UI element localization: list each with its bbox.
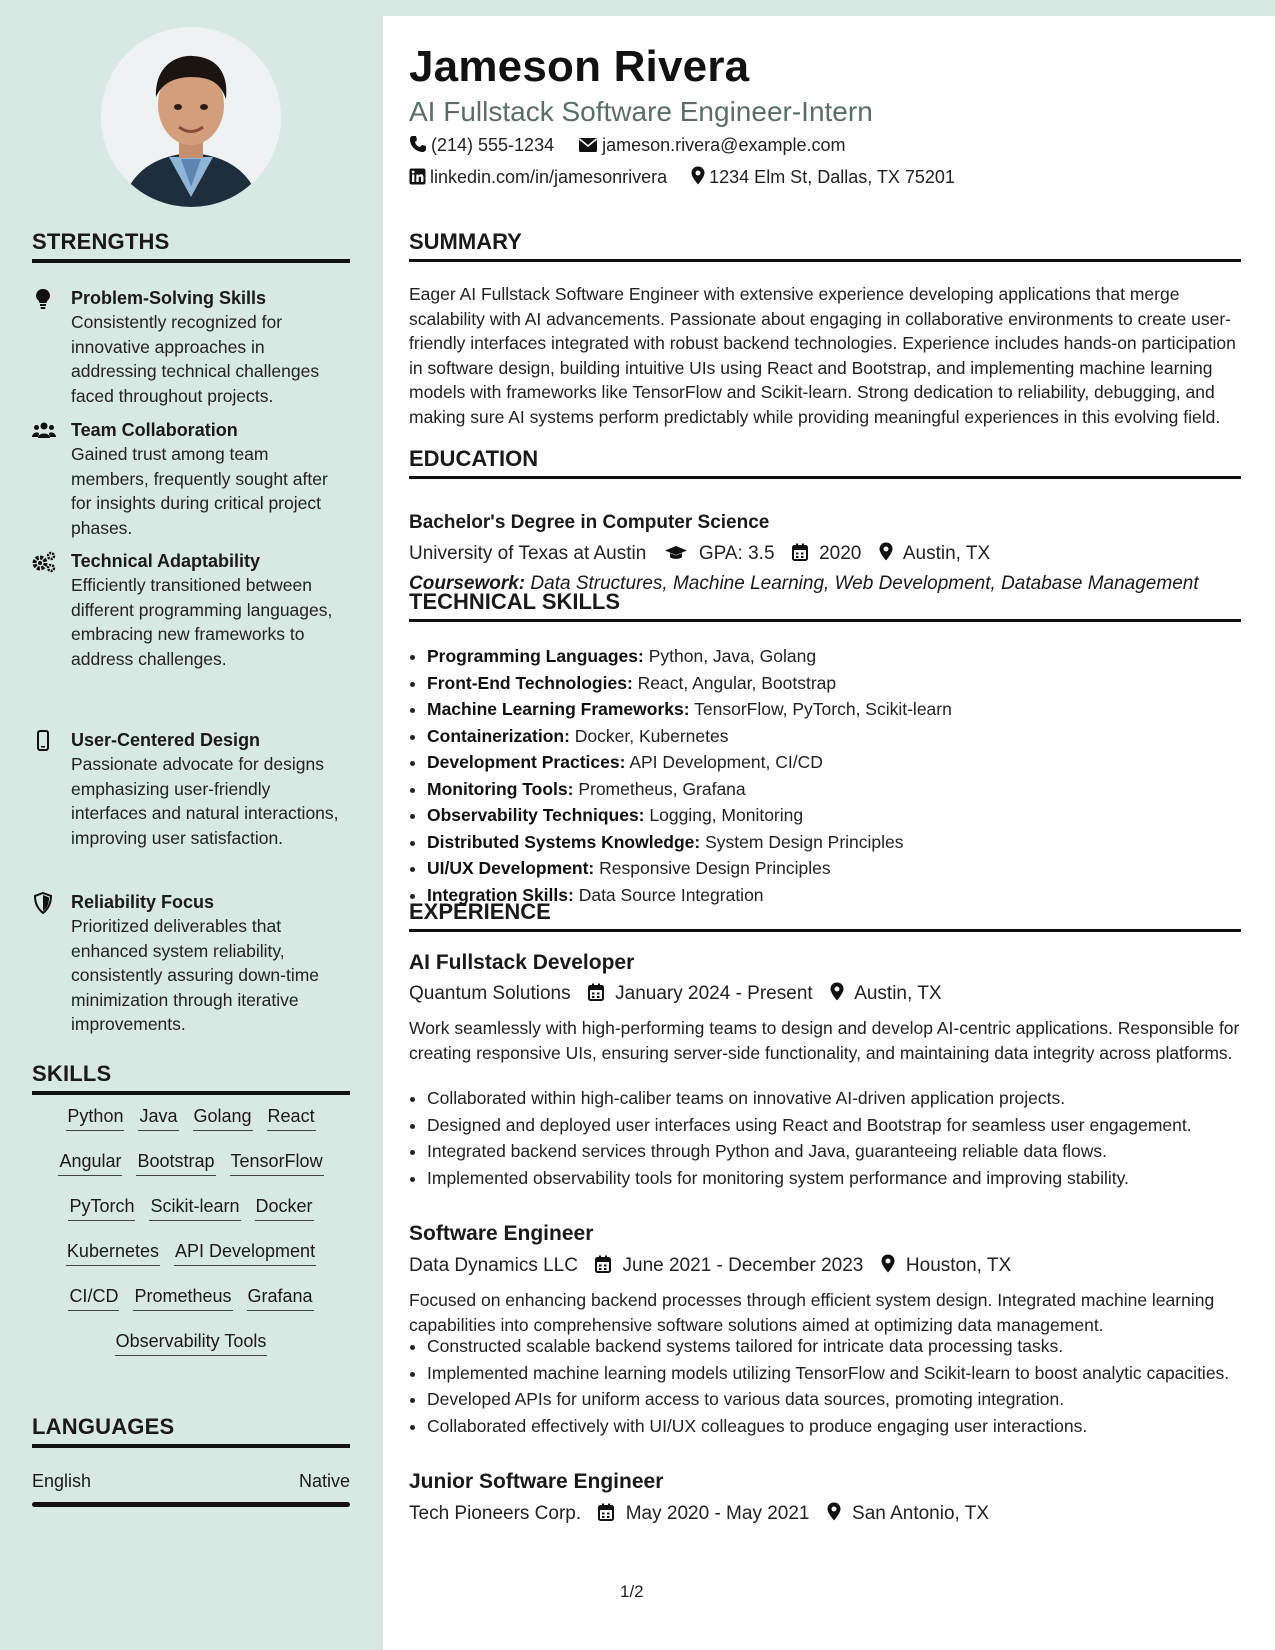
skill-chip: CI/CD bbox=[68, 1285, 119, 1311]
calendar-icon bbox=[598, 1503, 614, 1527]
job-bullets bbox=[409, 1334, 1259, 1438]
job-meta bbox=[409, 1502, 989, 1527]
degree-title: Bachelor's Degree in Computer Science bbox=[409, 512, 770, 533]
skill-chip: React bbox=[267, 1105, 316, 1131]
skill-category: Integration Skills: bbox=[427, 884, 574, 905]
list-item bbox=[427, 829, 1259, 856]
skill-values: Python, Java, Golang bbox=[648, 646, 817, 666]
strength-title: Technical Adaptability bbox=[71, 551, 261, 571]
skill-values: TensorFlow, PyTorch, Scikit-learn bbox=[694, 699, 952, 719]
graduation-cap-icon bbox=[664, 545, 688, 567]
skill-category: Front-End Technologies: bbox=[427, 672, 633, 693]
map-pin-icon bbox=[827, 1502, 841, 1527]
education-heading: EDUCATION bbox=[409, 446, 1241, 479]
strength-title: Team Collaboration bbox=[71, 420, 238, 440]
summary-text: Eager AI Fullstack Software Engineer with extensive experience developing applications that merge scalability with AI advancements. Passionate about engaging in collaborative environments to create user-friendly interfaces integrated with robust backend technologies. Experience includes hands-on participation in software design, building intuitive UIs using React and Bootstrap, and implementing machine learning models with frameworks like TensorFlow and Scikit-learn. Strong dedication to reliability, debugging, and making sure AI systems perform predictably while providing meaningful experiences in this evolving field. bbox=[409, 284, 1236, 427]
job-location: Houston, TX bbox=[905, 1255, 1012, 1276]
contact-row bbox=[409, 166, 955, 190]
skill-values: Prometheus, Grafana bbox=[578, 778, 746, 799]
strength-description: Gained trust among team members, frequently sought after for insights during critical project phases. bbox=[71, 444, 328, 538]
skill-values: System Design Principles bbox=[705, 831, 904, 852]
list-item bbox=[427, 802, 1259, 829]
job-location: Austin, TX bbox=[854, 983, 942, 1004]
language-row bbox=[32, 1471, 350, 1492]
list-item: • Integrated backend services through Python and Java, guaranteeing reliable data flows. bbox=[427, 1139, 1259, 1164]
skill-chip: TensorFlow bbox=[230, 1150, 324, 1176]
sidebar bbox=[0, 0, 383, 1650]
list-item: • Implemented observability tools for monitoring system performance and improving stability. bbox=[427, 1166, 1259, 1191]
gpa-text: GPA: 3.5 bbox=[698, 543, 775, 564]
strength-item bbox=[32, 418, 350, 540]
profile-photo bbox=[101, 27, 281, 207]
skill-category: Distributed Systems Knowledge: bbox=[427, 831, 701, 852]
strength-description: Consistently recognized for innovative approaches in addressing technical challenges faced throughout projects. bbox=[71, 312, 320, 406]
users-icon bbox=[32, 420, 56, 442]
summary-heading: SUMMARY bbox=[409, 229, 1241, 262]
calendar-icon bbox=[595, 1255, 611, 1279]
skills-heading: SKILLS bbox=[32, 1061, 350, 1095]
skill-category: Containerization: bbox=[427, 725, 570, 746]
strength-title: Reliability Focus bbox=[71, 892, 215, 912]
job-dates: June 2021 - December 2023 bbox=[622, 1255, 864, 1276]
page-number: 1/2 bbox=[620, 1582, 644, 1601]
experience-heading: EXPERIENCE bbox=[409, 899, 1241, 932]
skill-chip: Java bbox=[138, 1105, 178, 1131]
candidate-name: Jameson Rivera bbox=[409, 42, 750, 91]
list-item: • Developed APIs for uniform access to various data sources, promoting integration. bbox=[427, 1387, 1259, 1412]
job-location: San Antonio, TX bbox=[852, 1503, 990, 1524]
calendar-icon bbox=[792, 543, 808, 567]
cogs-icon bbox=[32, 551, 56, 573]
languages-heading: LANGUAGES bbox=[32, 1414, 350, 1448]
skill-chip: Observability Tools bbox=[115, 1330, 268, 1356]
shield-icon bbox=[32, 892, 56, 914]
technical-skills-heading: TECHNICAL SKILLS bbox=[409, 589, 1241, 622]
skill-chip: Scikit-learn bbox=[149, 1195, 240, 1221]
strength-item bbox=[32, 728, 350, 850]
strength-item bbox=[32, 549, 350, 671]
skill-category: Observability Techniques: bbox=[427, 805, 645, 825]
job-title: Junior Software Engineer bbox=[409, 1470, 664, 1493]
map-pin-icon bbox=[691, 166, 705, 190]
job-title: AI Fullstack Developer bbox=[409, 951, 635, 974]
job-summary: Focused on enhancing backend processes through efficient system design. Integrated machine learning capabilities into comprehensive software solutions aimed at optimizing data management. bbox=[409, 1290, 1215, 1335]
job-meta bbox=[409, 1254, 1011, 1279]
list-item: • Collaborated within high-caliber teams on innovative AI-driven application projects. bbox=[427, 1086, 1259, 1111]
skill-chip: Docker bbox=[255, 1195, 314, 1221]
strength-description: Efficiently transitioned between different programming languages, embracing new frameworks to address challenges. bbox=[71, 575, 333, 669]
skill-category: Monitoring Tools: bbox=[427, 778, 574, 799]
skill-category: Development Practices: bbox=[427, 752, 626, 772]
language-name: English bbox=[32, 1471, 92, 1491]
map-pin-icon bbox=[879, 542, 893, 567]
linkedin-icon bbox=[409, 168, 426, 190]
company-name: Data Dynamics LLC bbox=[409, 1255, 578, 1276]
skill-chip: PyTorch bbox=[68, 1195, 135, 1221]
strength-description: Passionate advocate for designs emphasizing user-friendly interfaces and natural interactions, improving user satisfaction. bbox=[71, 754, 339, 848]
candidate-role: AI Fullstack Software Engineer-Intern bbox=[409, 96, 873, 127]
list-item: • Designed and deployed user interfaces using React and Bootstrap for seamless user engagement. bbox=[427, 1113, 1259, 1138]
skill-chip: Python bbox=[66, 1105, 124, 1131]
coursework-label: Coursework: bbox=[409, 573, 526, 594]
strength-title: Problem-Solving Skills bbox=[71, 288, 267, 308]
graduation-year: 2020 bbox=[819, 543, 862, 564]
strengths-heading: STRENGTHS bbox=[32, 229, 350, 263]
skill-values: API Development, CI/CD bbox=[629, 752, 823, 772]
company-name: Tech Pioneers Corp. bbox=[409, 1503, 582, 1524]
list-item bbox=[427, 855, 1259, 882]
skill-category: UI/UX Development: bbox=[427, 858, 595, 878]
skill-category: Programming Languages: bbox=[427, 646, 644, 666]
skill-values: React, Angular, Bootstrap bbox=[637, 672, 837, 693]
job-meta bbox=[409, 982, 942, 1007]
list-item bbox=[427, 643, 1259, 670]
skills-list bbox=[32, 1105, 350, 1375]
list-item bbox=[427, 670, 1259, 697]
linkedin-link[interactable]: linkedin.com/in/jamesonrivera bbox=[430, 167, 668, 187]
skill-chip: Kubernetes bbox=[66, 1240, 160, 1266]
skill-values: Data Source Integration bbox=[578, 884, 764, 905]
school-location: Austin, TX bbox=[902, 543, 991, 564]
list-item: • Constructed scalable backend systems tailored for intricate data processing tasks. bbox=[427, 1334, 1259, 1359]
email-link[interactable]: jameson.rivera@example.com bbox=[602, 135, 846, 155]
list-item bbox=[427, 723, 1259, 750]
technical-skills-list bbox=[409, 643, 1259, 908]
strength-title: User-Centered Design bbox=[71, 730, 261, 750]
strength-description: Prioritized deliverables that enhanced system reliability, consistently assuring down-time minimization through iterative improvements. bbox=[71, 916, 320, 1034]
list-item: • Implemented machine learning models utilizing TensorFlow and Scikit-learn to boost analytic capacities. bbox=[427, 1361, 1259, 1386]
skill-chip: Prometheus bbox=[133, 1285, 232, 1311]
contact-row bbox=[409, 135, 846, 158]
lightbulb-icon bbox=[32, 288, 56, 310]
skill-category: Machine Learning Frameworks: bbox=[427, 699, 690, 719]
phone-icon bbox=[409, 135, 427, 158]
list-item bbox=[427, 749, 1259, 776]
list-item bbox=[427, 696, 1259, 723]
skill-values: Responsive Design Principles bbox=[599, 858, 831, 878]
list-item bbox=[427, 776, 1259, 803]
language-proficiency-bar bbox=[32, 1502, 350, 1507]
school-name: University of Texas at Austin bbox=[409, 543, 647, 564]
company-name: Quantum Solutions bbox=[409, 983, 571, 1004]
skill-chip: Angular bbox=[58, 1150, 122, 1176]
strength-item bbox=[32, 890, 350, 1037]
skill-chip: Bootstrap bbox=[136, 1150, 215, 1176]
list-item: • Collaborated effectively with UI/UX colleagues to produce engaging user interactions. bbox=[427, 1414, 1259, 1439]
address-text: 1234 Elm St, Dallas, TX 75201 bbox=[709, 167, 955, 187]
calendar-icon bbox=[588, 983, 604, 1007]
skill-chip: Golang bbox=[193, 1105, 253, 1131]
strength-item bbox=[32, 286, 350, 408]
skill-chip: API Development bbox=[174, 1240, 316, 1266]
job-dates: May 2020 - May 2021 bbox=[625, 1503, 810, 1524]
language-level: Native bbox=[298, 1471, 350, 1491]
job-summary: Work seamlessly with high-performing teams to design and develop AI-centric applications. Responsible for creating responsive UIs, ensuring server-side functionality, and maintaining data integrity across platforms. bbox=[409, 1018, 1240, 1063]
avatar bbox=[101, 27, 281, 207]
map-pin-icon bbox=[881, 1254, 895, 1279]
phone-text[interactable]: (214) 555-1234 bbox=[431, 135, 555, 155]
skill-values: Logging, Monitoring bbox=[649, 805, 804, 825]
coursework-list: Data Structures, Machine Learning, Web Development, Database Management bbox=[530, 573, 1199, 594]
skill-values: Docker, Kubernetes bbox=[574, 725, 729, 746]
email-icon bbox=[578, 137, 598, 158]
mobile-icon bbox=[32, 730, 56, 752]
education-meta bbox=[409, 542, 990, 567]
job-bullets bbox=[409, 1086, 1259, 1190]
map-pin-icon bbox=[830, 982, 844, 1007]
job-dates: January 2024 - Present bbox=[615, 983, 813, 1004]
job-title: Software Engineer bbox=[409, 1222, 594, 1245]
main-content bbox=[383, 16, 1275, 1650]
skill-chip: Grafana bbox=[247, 1285, 314, 1311]
